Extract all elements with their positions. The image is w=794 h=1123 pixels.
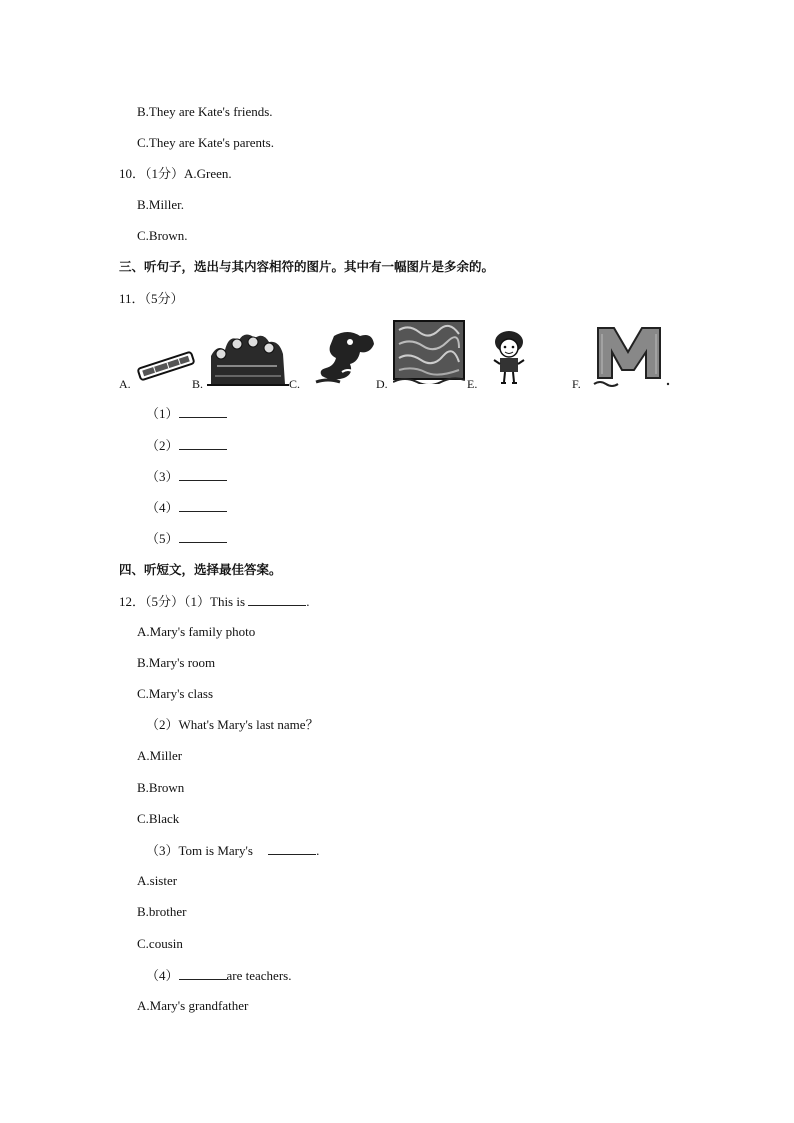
q12-stem: [119, 593, 310, 610]
girl-picture: [486, 330, 532, 386]
q12-2-option-a: A.Miller: [137, 748, 183, 763]
dog-picture: [314, 328, 378, 386]
q12-1-option-b: B.Mary's room: [137, 655, 216, 670]
q10-option-c: C.Brown.: [137, 228, 188, 243]
q12-4-question: [146, 967, 291, 984]
q11-blank-1-label: （1）: [146, 406, 179, 421]
answer-line[interactable]: [248, 593, 306, 606]
q11-blank-3[interactable]: [146, 468, 227, 485]
q12-3-option-b: B.brother: [137, 904, 187, 919]
q12-4-question-text: are teachers.: [226, 968, 292, 983]
q12-2-question: （2）What's Mary's last name？: [146, 717, 319, 732]
q12-3-option-c: C.cousin: [137, 936, 183, 951]
q12-1-option-c: C.Mary's class: [137, 686, 214, 701]
answer-line[interactable]: [179, 437, 227, 450]
q11-blank-5[interactable]: [146, 530, 227, 547]
q12-1-option-a: A.Mary's family photo: [137, 624, 256, 639]
q12-3-question-text: （3）Tom is Mary's: [146, 843, 257, 858]
q9-option-c: C.They are Kate's parents.: [137, 135, 274, 150]
q11-blank-5-label: （5）: [146, 531, 179, 546]
q11-blank-3-label: （3）: [146, 469, 179, 484]
q11-blank-2-label: （2）: [146, 438, 179, 453]
q11-blank-2[interactable]: [146, 437, 227, 454]
q11-blank-1[interactable]: [146, 405, 227, 422]
q12-2-option-c: C.Black: [137, 811, 180, 826]
answer-line[interactable]: [179, 967, 227, 980]
q12-stem-text: 12．（5分）（1）This is: [119, 594, 249, 609]
q12-2-option-b: B.Brown: [137, 780, 185, 795]
q12-stem-end: .: [306, 594, 310, 609]
letter-m-picture: [590, 322, 672, 388]
q12-4-option-a: A.Mary's grandfather: [137, 998, 249, 1013]
picture-label-c: C.: [289, 377, 301, 391]
q10-option-b: B.Miller.: [137, 197, 184, 212]
pencil-box-picture: [134, 348, 198, 384]
q12-4-question-num: （4）: [146, 968, 179, 983]
section-4-heading: 四、听短文，选择最佳答案。: [119, 562, 282, 577]
picture-label-b: B.: [192, 377, 204, 391]
picture-label-d: D.: [376, 377, 388, 391]
q10-stem: 10．（1分）A.Green.: [119, 166, 232, 181]
answer-line[interactable]: [179, 499, 227, 512]
picture-label-a: A.: [119, 377, 131, 391]
q9-option-b: B.They are Kate's friends.: [137, 104, 273, 119]
section-3-heading: 三、听句子，选出与其内容相符的图片。其中有一幅图片是多余的。: [119, 259, 495, 274]
picture-label-e: E.: [467, 377, 478, 391]
answer-line[interactable]: [179, 530, 227, 543]
q11-stem: 11．（5分）: [119, 291, 184, 306]
answer-line[interactable]: [179, 468, 227, 481]
q12-3-question: [146, 842, 319, 859]
answer-line[interactable]: [268, 842, 316, 855]
map-picture: [393, 320, 465, 384]
q11-blank-4[interactable]: [146, 499, 227, 516]
picture-label-f: F.: [572, 377, 581, 391]
q12-3-question-end: .: [316, 843, 320, 858]
family-photo-picture: [207, 326, 289, 386]
q11-blank-4-label: （4）: [146, 500, 179, 515]
answer-line[interactable]: [179, 405, 227, 418]
q12-3-option-a: A.sister: [137, 873, 178, 888]
